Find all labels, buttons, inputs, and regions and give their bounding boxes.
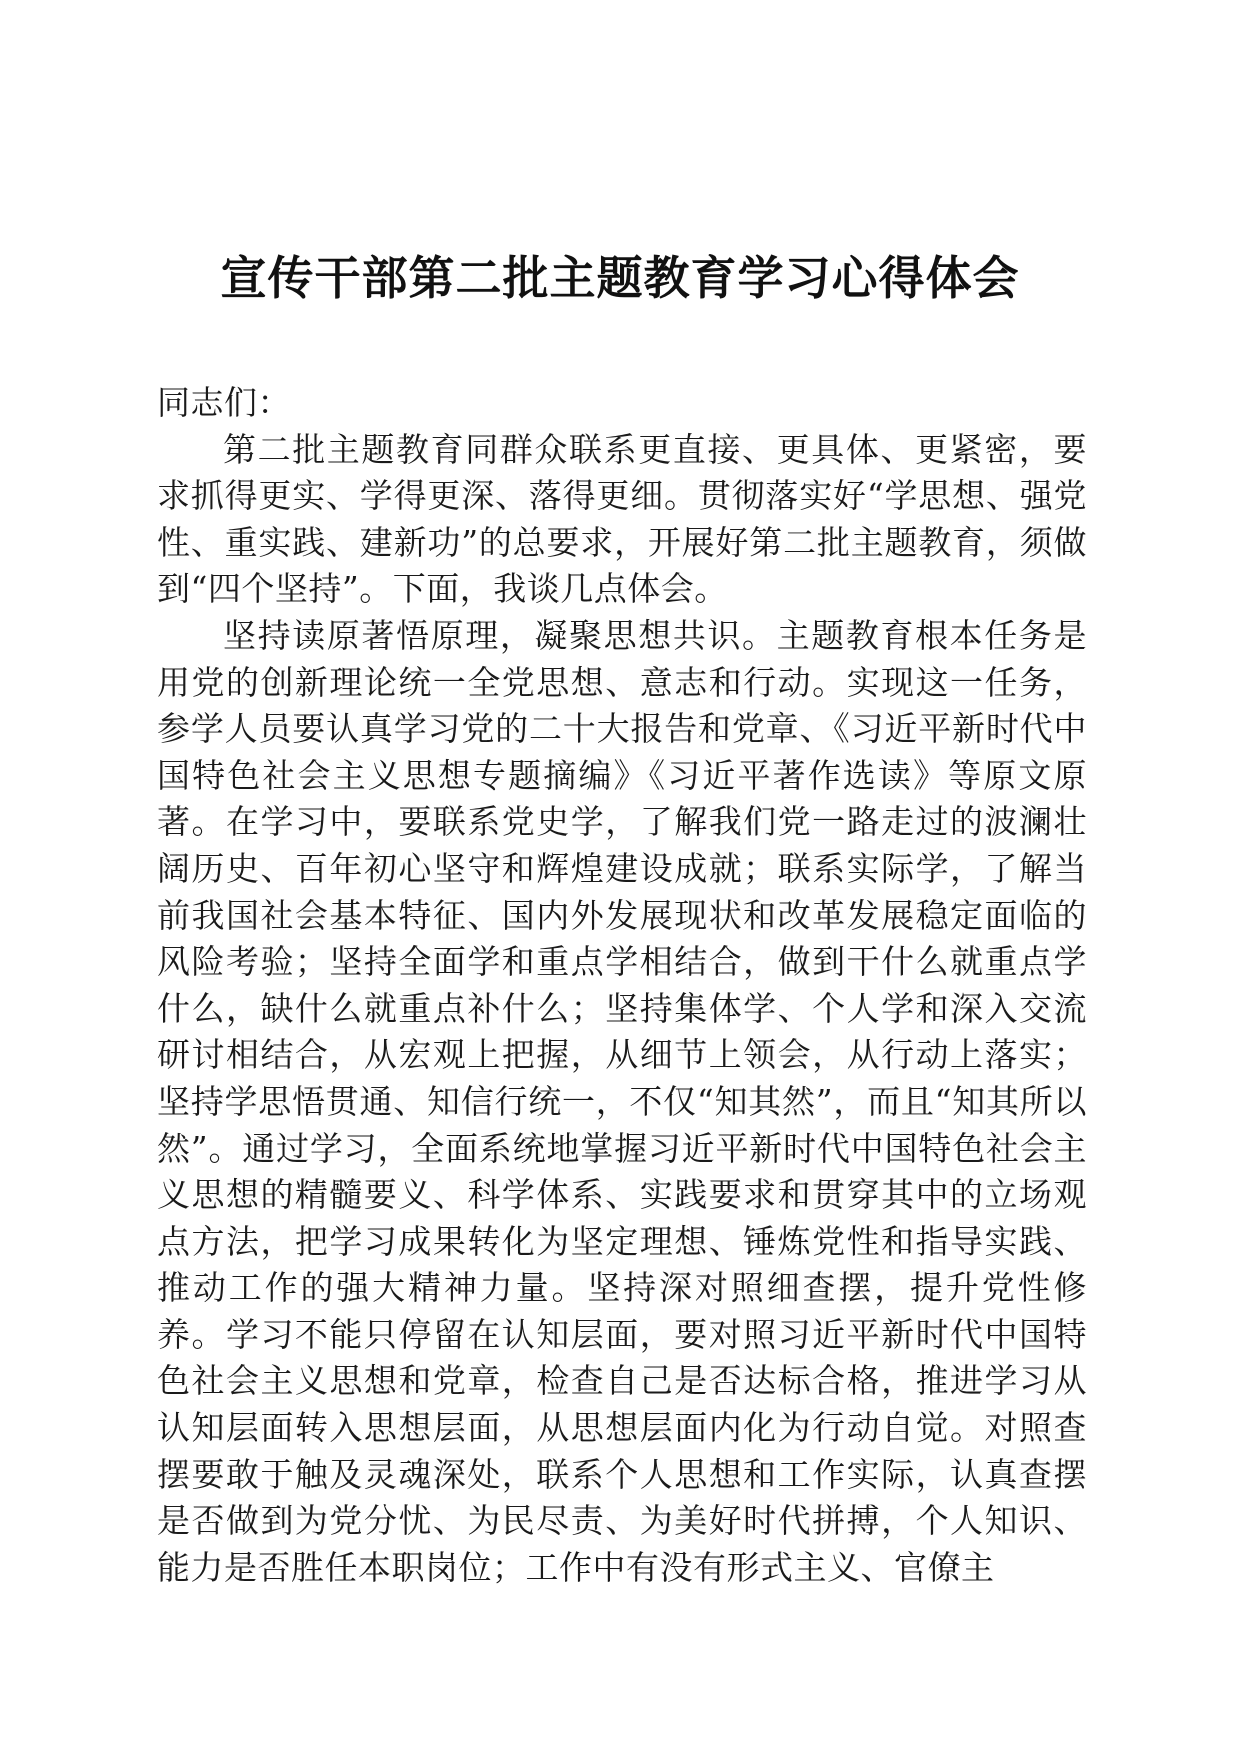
paragraph-2: 坚持读原著悟原理，凝聚思想共识。主题教育根本任务是用党的创新理论统一全党思想、意志和行动。实现这一任务，参学人员要认真学习党的二十大报告和党章、《习近平新时代中国特色社会主义思想专题摘编》《习近平著作选读》等原文原著。在学习中，要联系党史学，了解我们党一路走过的波澜壮阔历史、百年初心坚守和辉煌建设成就；联系实际学，了解当前我国社会基本特征、国内外发展现状和改革发展稳定面临的风险考验；坚持全面学和重点学相结合，做到干什么就重点学什么，缺什么就重点补什么；坚持集体学、个人学和深入交流研讨相结合，从宏观上把握，从细节上领会，从行动上落实；坚持学思悟贯通、知信行统一，不仅“知其然”，而且“知其所以然”。通过学习，全面系统地掌握习近平新时代中国特色社会主义思想的精髓要义、科学体系、实践要求和贯穿其中的立场观点方法，把学习成果转化为坚定理想、锤炼党性和指导实践、推动工作的强大精神力量。坚持深对照细查摆，提升党性修养。学习不能只停留在认知层面，要对照习近平新时代中国特色社会主义思想和党章，检查自己是否达标合格，推进学习从认知层面转入思想层面，从思想层面内化为行动自觉。对照查摆要敢于触及灵魂深处，联系个人思想和工作实际，认真查摆是否做到为党分忧、为民尽责、为美好时代拼搏，个人知识、能力是否胜任本职岗位；工作中有没有形式主义、官僚主 xyxy=(157,615,1087,1587)
document-title: 宣传干部第二批主题教育学习心得体会 xyxy=(220,251,1020,305)
salutation: 同志们： xyxy=(157,383,291,422)
paragraph-1: 第二批主题教育同群众联系更直接、更具体、更紧密，要求抓得更实、学得更深、落得更细。贯彻落实好“学思想、强党性、重实践、建新功”的总要求，开展好第二批主题教育，须做到“四个坚持”。下面，我谈几点体会。 xyxy=(157,429,1087,609)
document-body xyxy=(157,380,1087,1591)
